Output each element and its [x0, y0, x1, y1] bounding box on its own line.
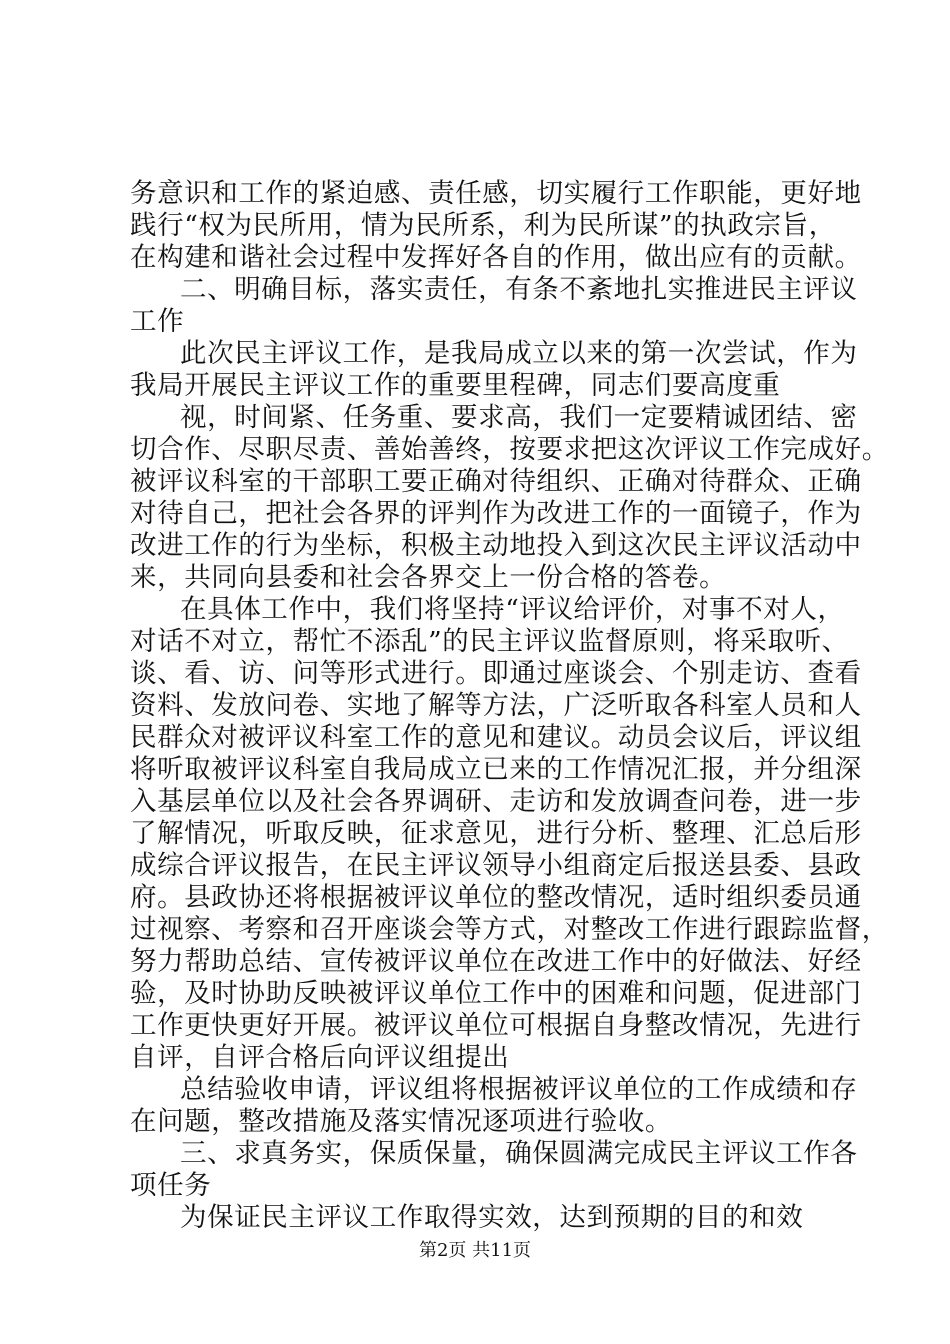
text-line: 在构建和谐社会过程中发挥好各自的作用，做出应有的贡献。	[130, 242, 862, 273]
text-line: 自评，自评合格后向评议组提出	[130, 1042, 510, 1073]
text-line: 被评议科室的干部职工要正确对待组织、正确对待群众、正确	[130, 466, 862, 497]
text-line: 在问题，整改措施及落实情况逐项进行验收。	[130, 1106, 672, 1137]
page-number-footer: 第2页 共11页	[418, 1240, 532, 1261]
text-line: 工作更快更好开展。被评议单位可根据自身整改情况，先进行	[130, 1010, 862, 1041]
text-line: 将听取被评议科室自我局成立已来的工作情况汇报，并分组深	[130, 754, 862, 785]
text-line: 对话不对立，帮忙不添乱”的民主评议监督原则，将采取听、	[130, 626, 849, 657]
section-heading-2: 二、明确目标，落实责任，有条不紊地扎实推进民主评议	[180, 274, 858, 305]
text-line: 谈、看、访、问等形式进行。即通过座谈会、个别走访、查看	[130, 658, 862, 689]
section-heading-3-cont: 项任务	[130, 1170, 212, 1201]
text-line: 在具体工作中，我们将坚持“评议给评价，对事不对人，	[180, 594, 845, 625]
text-line: 资料、发放问卷、实地了解等方法，广泛听取各科室人员和人	[130, 690, 862, 721]
text-line: 践行“权为民所用，情为民所系，利为民所谋”的执政宗旨，	[130, 210, 836, 241]
text-line: 改进工作的行为坐标，积极主动地投入到这次民主评议活动中	[130, 530, 862, 561]
text-line: 为保证民主评议工作取得实效，达到预期的目的和效	[180, 1202, 804, 1233]
text-line: 民群众对被评议科室工作的意见和建议。动员会议后，评议组	[130, 722, 862, 753]
text-line: 视，时间紧、任务重、要求高，我们一定要精诚团结、密	[180, 402, 858, 433]
text-line: 府。县政协还将根据被评议单位的整改情况，适时组织委员通	[130, 882, 862, 913]
section-heading-2-cont: 工作	[130, 306, 185, 337]
text-line: 验，及时协助反映被评议单位工作中的困难和问题，促进部门	[130, 978, 862, 1009]
section-heading-3: 三、求真务实，保质保量，确保圆满完成民主评议工作各	[180, 1138, 858, 1169]
text-line: 对待自己，把社会各界的评判作为改进工作的一面镜子，作为	[130, 498, 862, 529]
text-line: 来，共同向县委和社会各界交上一份合格的答卷。	[130, 562, 727, 593]
text-line: 我局开展民主评议工作的重要里程碑，同志们要高度重	[130, 370, 781, 401]
text-line: 成综合评议报告，在民主评议领导小组商定后报送县委、县政	[130, 850, 862, 881]
text-line: 切合作、尽职尽责、善始善终，按要求把这次评议工作完成好。	[130, 434, 889, 465]
text-line: 务意识和工作的紧迫感、责任感，切实履行工作职能，更好地	[130, 178, 862, 209]
text-line: 过视察、考察和召开座谈会等方式，对整改工作进行跟踪监督，	[130, 914, 889, 945]
text-line: 此次民主评议工作，是我局成立以来的第一次尝试，作为	[180, 338, 858, 369]
text-line: 努力帮助总结、宣传被评议单位在改进工作中的好做法、好经	[130, 946, 862, 977]
text-line: 了解情况，听取反映，征求意见，进行分析、整理、汇总后形	[130, 818, 862, 849]
text-line: 入基层单位以及社会各界调研、走访和发放调查问卷，进一步	[130, 786, 862, 817]
text-line: 总结验收申请，评议组将根据被评议单位的工作成绩和存	[180, 1074, 858, 1105]
